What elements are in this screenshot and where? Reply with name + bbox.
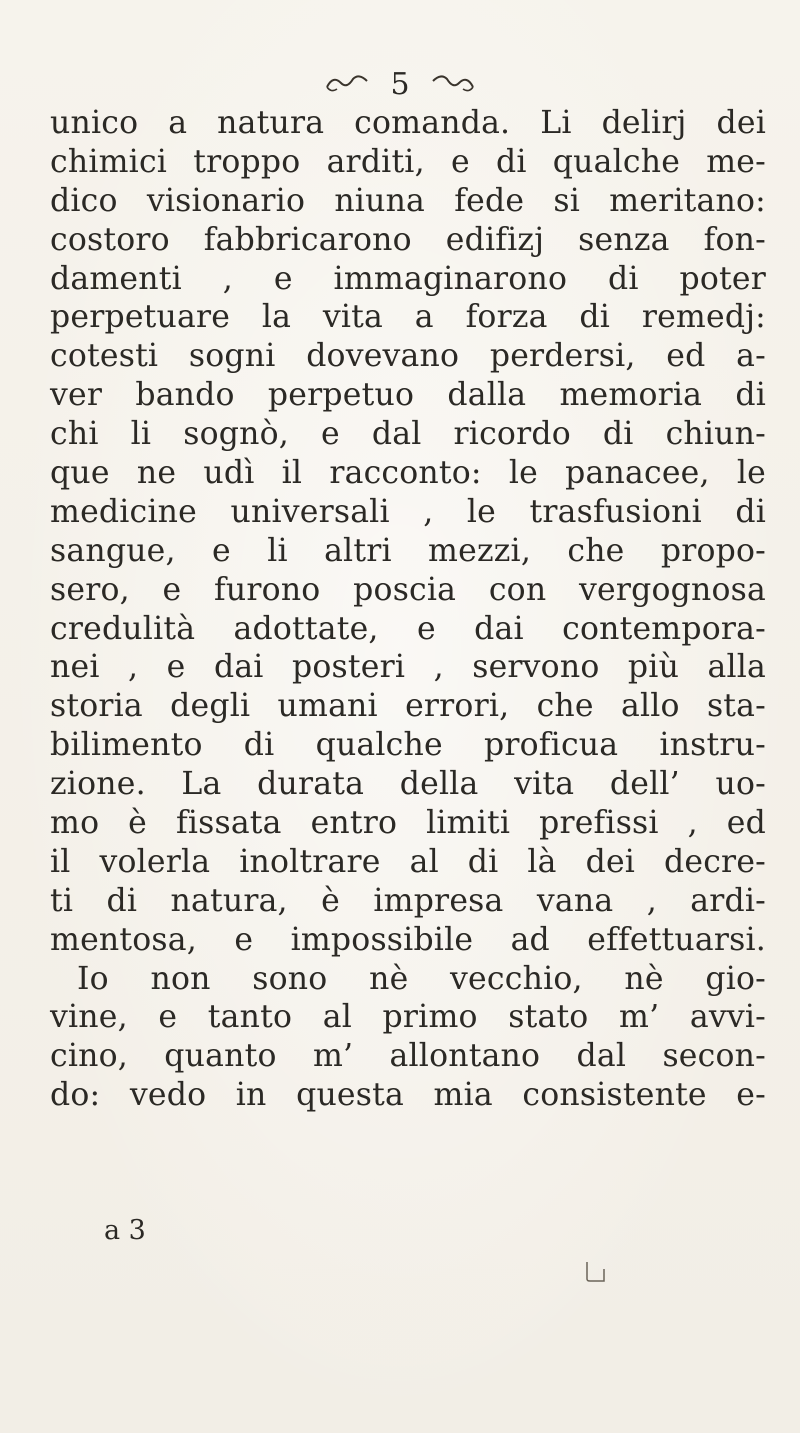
ornament-left-icon	[323, 71, 373, 99]
text-line: do: vedo in questa mia consistente e-	[50, 1077, 766, 1114]
bracket-mark-icon	[584, 1259, 608, 1283]
text-line: vine, e tanto al primo stato m’ avvi-	[50, 999, 766, 1036]
text-line: mo è fissata entro limiti prefissi , ed	[50, 805, 766, 842]
text-line: ti di natura, è impresa vana , ardi-	[50, 882, 766, 919]
text-line: que ne udì il racconto: le panacee, le	[50, 455, 766, 492]
text-line: medicine universali , le trasfusioni di	[50, 493, 766, 530]
ornament-right-icon	[427, 71, 477, 99]
text-line: sangue, e li altri mezzi, che propo-	[50, 532, 766, 569]
text-line: zione. La durata della vita dell’ uo-	[50, 766, 766, 803]
text-line: mentosa, e impossibile ad effettuarsi.	[50, 921, 766, 958]
text-line: unico a natura comanda. Li delirj dei	[50, 105, 766, 141]
text-line: storia degli umani errori, che allo sta-	[50, 688, 766, 725]
text-line: bilimento di qualche proficua instru-	[50, 727, 766, 764]
page-number: 5	[390, 67, 410, 102]
text-line: damenti , e immaginarono di poter	[50, 260, 766, 297]
text-line: nei , e dai posteri , servono più alla	[50, 649, 766, 686]
body-text	[50, 104, 766, 1115]
text-line: sero, e furono poscia con vergognosa	[50, 571, 766, 608]
text-line: cino, quanto m’ allontano dal secon-	[50, 1038, 766, 1075]
text-line: chimici troppo arditi, e di qualche me-	[50, 143, 766, 180]
text-line: perpetuare la vita a forza di remedj:	[50, 299, 766, 336]
text-line: costoro fabbricarono edifizj senza fon-	[50, 221, 766, 258]
text-line: il volerla inoltrare al di là dei decre-	[50, 843, 766, 880]
signature-mark: a 3	[104, 1215, 146, 1246]
paragraph-start-line: Io non sono nè vecchio, nè gio-	[77, 960, 766, 997]
text-line: chi li sognò, e dal ricordo di chiun-	[50, 416, 766, 453]
text-line: ver bando perpetuo dalla memoria di	[50, 377, 766, 414]
text-line: dico visionario niuna fede si meritano:	[50, 182, 766, 219]
text-line: credulità adottate, e dai contempora-	[50, 610, 766, 647]
text-line: cotesti sogni dovevano perdersi, ed a-	[50, 338, 766, 375]
